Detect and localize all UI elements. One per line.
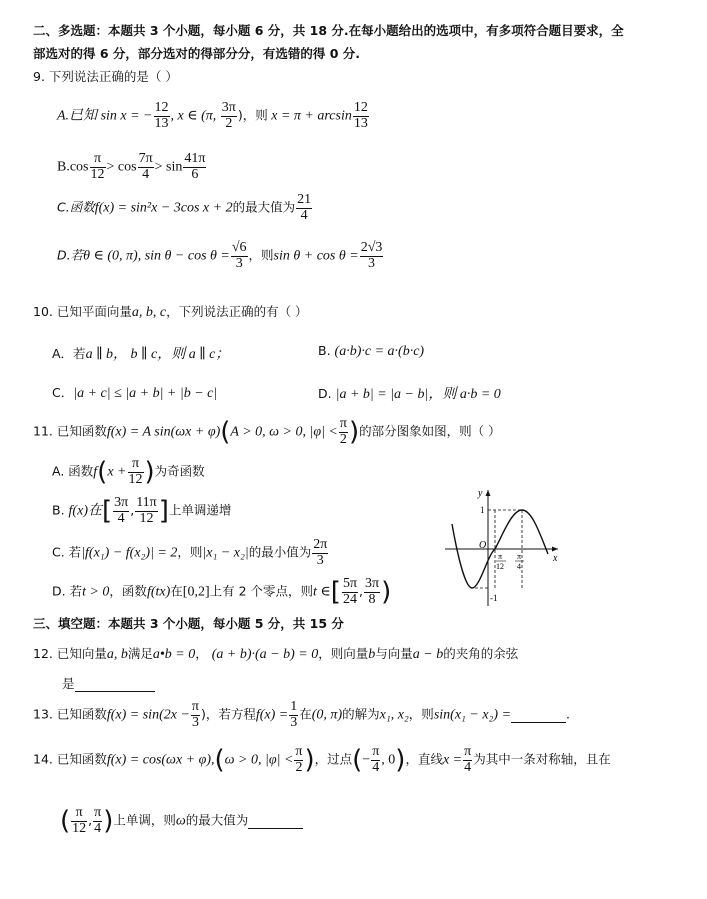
fraction: [71, 806, 87, 836]
denominator: 12: [139, 510, 154, 526]
math-text: x₁, x₂: [379, 707, 409, 723]
fraction: [360, 241, 384, 271]
fraction: [342, 577, 358, 607]
math-text: f(x) = sin(2x −: [106, 707, 190, 723]
q9-option-a: [57, 101, 370, 131]
q11-option-a: [52, 457, 205, 487]
text: )，则: [237, 107, 268, 123]
q13-stem: [33, 700, 570, 730]
numerator: 3π: [365, 576, 380, 591]
text: ，则: [177, 544, 203, 560]
text: ，过点: [314, 751, 353, 767]
x-axis-label: x: [553, 553, 558, 564]
fraction: [294, 745, 303, 775]
text: 上单调，则: [113, 812, 176, 828]
denominator: 3: [290, 714, 298, 730]
text: ，则: [248, 247, 274, 263]
option-label: B.: [318, 343, 331, 358]
fraction: [128, 457, 144, 487]
math-text: A > 0, ω > 0, |φ| <: [230, 424, 338, 440]
math-text: x = π + arcsin: [271, 108, 352, 124]
option-label: A．若: [52, 346, 86, 361]
q9-stem: 9. 下列说法正确的是（ ）: [33, 69, 178, 84]
paren: (: [220, 417, 231, 448]
fraction: [90, 152, 106, 182]
math-text: t ∈: [313, 584, 331, 600]
denominator: 6: [191, 166, 199, 182]
math-text: f(x) = A sin(ωx + φ): [106, 424, 221, 440]
fraction: [296, 193, 312, 223]
denominator: 8: [368, 591, 376, 607]
text: 的最小值为: [248, 544, 312, 560]
denominator: 2: [339, 431, 347, 447]
origin-label: O: [479, 540, 487, 551]
text: 的夹角的余弦: [443, 646, 519, 661]
math-text: sin x = −: [100, 108, 153, 124]
numerator: 2√3: [360, 240, 383, 255]
math-text: > sin: [154, 159, 183, 175]
q11-stem: [33, 417, 501, 447]
fraction: [138, 152, 154, 182]
text: ，则: [408, 706, 434, 722]
text: ，函数: [109, 583, 147, 599]
fraction: [371, 745, 380, 775]
text: 的解为: [342, 706, 380, 722]
math-text: , 0: [381, 752, 396, 768]
q9-option-d: [57, 241, 384, 271]
numerator: 21: [297, 192, 312, 207]
bracket: ]: [158, 496, 169, 527]
text: ，则向量: [318, 646, 369, 661]
option-label: C.函数: [57, 199, 95, 215]
math-text: |a + c| ≤ |a + b| + |b − c|: [73, 386, 218, 401]
denominator: 3: [316, 552, 324, 568]
text: )，若方程: [200, 706, 256, 722]
numerator: 41π: [184, 151, 206, 166]
q14-stem: 14. 已知函数f(x) = cos(ωx + φ),(ω > 0, |φ| < $\frac{\pi}{2}$ )，过点(− $\frac{\pi}{4}$ , 0)，直线x = $\frac{\pi}{4}$ 为其中一条对称轴，且在: [33, 744, 611, 776]
q9-option-c: [57, 193, 313, 223]
text: 11. 已知函数: [33, 423, 107, 439]
numerator: π: [71, 806, 87, 822]
answer-blank[interactable]: [511, 707, 566, 723]
math-text: |x₁ − x₂|: [202, 545, 249, 561]
numerator: 2π: [313, 537, 328, 552]
text: 的部分图象如图，则（ ）: [359, 423, 501, 439]
option-label: C. 若: [52, 544, 82, 560]
fraction: [183, 152, 206, 182]
option-label: B.: [57, 159, 70, 175]
text: 的最大值为: [232, 199, 296, 215]
q11-function-graph: [440, 484, 565, 609]
denominator: 12: [128, 471, 143, 487]
text: 10. 已知平面向量: [33, 304, 132, 319]
numerator: π: [90, 152, 106, 168]
denominator: 4: [464, 759, 472, 775]
numerator: 7π: [138, 151, 153, 166]
paren: ): [348, 417, 360, 448]
math-text: > cos: [106, 159, 137, 175]
denominator: 4: [300, 207, 308, 223]
denominator: 12: [72, 820, 87, 836]
text: 为奇函数: [154, 463, 205, 479]
fraction: [339, 417, 348, 447]
numerator: 12: [353, 100, 368, 115]
option-label: C．: [52, 385, 74, 400]
numerator: π: [464, 744, 472, 759]
fraction: [463, 745, 472, 775]
paren: ): [144, 457, 155, 488]
math-text: [0,2]: [182, 584, 210, 600]
numerator: 12: [154, 100, 169, 115]
q11-option-c: [52, 538, 329, 568]
q12-answer-line: [62, 674, 155, 692]
option-label: B.: [52, 502, 65, 518]
tick-pi-numerator: π: [498, 552, 503, 561]
answer-blank[interactable]: [75, 676, 155, 692]
fraction: [93, 806, 102, 836]
math-text: a ∥ b， b ∥ c，则 a ∥ c；: [85, 347, 230, 362]
numerator: π: [295, 744, 303, 759]
q10-option-b: [318, 343, 424, 360]
math-text: sin(x₁ − x₂) =: [433, 707, 512, 723]
math-text: |a + b| = |a − b|，则 a·b = 0: [335, 387, 501, 402]
tick-pi-numerator: π: [517, 552, 522, 561]
paren: (: [97, 457, 108, 488]
paren: (: [214, 745, 225, 776]
denominator: 3: [235, 255, 243, 271]
denominator: 4: [142, 166, 150, 182]
numerator: 3π: [221, 100, 236, 115]
denominator: 2: [225, 115, 233, 131]
bracket: ): [381, 577, 392, 608]
math-text: b: [368, 647, 376, 662]
text: ，下列说法正确的有（ ）: [166, 304, 308, 319]
math-text: f(x)在: [68, 503, 102, 519]
fraction: [289, 700, 298, 730]
math-text: |f(x₁) − f(x₂)| = 2: [81, 545, 178, 561]
math-text: ω > 0, |φ| <: [224, 752, 294, 768]
text: 上有 2 个零点，则: [209, 583, 314, 599]
math-text: (a + b)·(a − b) = 0: [211, 647, 319, 662]
denominator: 24: [342, 591, 357, 607]
q14-line2: ( $\frac{\pi}{12}$ , $\frac{\pi}{4}$ )上单调，则ω的最大值为: [60, 806, 303, 836]
fraction: [221, 101, 237, 131]
numerator: √6: [231, 240, 247, 255]
paren: ): [304, 745, 315, 776]
math-text: x =: [442, 752, 463, 768]
math-text: a, b: [106, 647, 128, 662]
math-text: f(x) =: [255, 707, 289, 723]
q12-stem: 12. 已知向量a, b满足a•b = 0， (a + b)·(a − b) = 0，则向量b与向量a − b的夹角的余弦: [33, 646, 519, 662]
tick-label-neg-one: -1: [490, 593, 498, 603]
q10-option-c: [52, 383, 217, 402]
option-label: D.: [318, 386, 332, 401]
numerator: π: [339, 416, 347, 431]
math-text: , x ∈ (π,: [170, 108, 220, 124]
text: .: [566, 706, 571, 722]
text: 满足: [127, 646, 153, 661]
tick-pi-4-denominator: 4: [517, 562, 521, 571]
y-axis-label: y: [478, 488, 483, 499]
numerator: 11π: [136, 495, 157, 510]
q9-option-b: [57, 152, 207, 182]
math-text: f(x) = sin²x − 3cos x + 2: [94, 200, 233, 216]
fraction: [312, 538, 328, 568]
math-text: a•b = 0: [152, 647, 196, 662]
text: 12. 已知向量: [33, 646, 107, 661]
denominator: 3: [191, 714, 199, 730]
section-three-title: 三、填空题：本题共 3 个小题，每小题 5 分，共 15 分: [33, 616, 344, 631]
fraction: [191, 700, 200, 730]
section-two-line2: 部选对的得 6 分，部分选对的得部分分，有选错的得 0 分.: [33, 46, 361, 61]
math-text: cos: [69, 159, 89, 175]
numerator: 1: [290, 699, 298, 714]
math-text: a − b: [412, 647, 444, 662]
math-text: a, b, c: [131, 305, 167, 320]
q11-option-d: D. 若t > 0，函数f(tx)在[0,2]上有 2 个零点，则t ∈[ $\frac{5\pi}{24}$ , $\frac{3\pi}{8}$ ): [52, 576, 392, 608]
text: 上单调递增: [168, 502, 232, 518]
tick-label-one: 1: [480, 505, 485, 515]
math-text: sin θ + cos θ =: [273, 248, 359, 264]
numerator: π: [372, 744, 380, 759]
option-label: A. 函数: [52, 463, 94, 479]
numerator: 3π: [114, 495, 129, 510]
text: 的最大值为: [185, 812, 249, 828]
math-text: f(x) = cos(ωx + φ),: [106, 752, 215, 768]
fraction: [364, 577, 380, 607]
text: 与向量: [375, 646, 413, 661]
y-axis-arrow: [486, 490, 491, 496]
denominator: 4: [117, 510, 125, 526]
math-text: f: [93, 464, 98, 480]
fraction: [113, 496, 129, 526]
numerator: 5π: [342, 576, 358, 591]
fraction: [154, 101, 170, 131]
tick-pi-12-denominator: 12: [496, 562, 504, 571]
numerator: π: [94, 805, 102, 820]
x-axis-arrow: [552, 547, 558, 552]
paren: (: [352, 745, 363, 776]
math-text: f(tx): [146, 584, 171, 600]
denominator: 4: [94, 820, 102, 836]
bracket: [: [101, 496, 113, 527]
q11-option-b: B. f(x)在[ $\frac{3\pi}{4}$ , $\frac{11\pi}{12}$ ]上单调递增: [52, 495, 232, 527]
numerator: π: [128, 457, 144, 473]
fraction: [135, 496, 158, 526]
math-text: (a·b)·c = a·(b·c): [334, 344, 425, 359]
math-text: x +: [107, 464, 127, 480]
text: 在: [299, 706, 312, 722]
q10-option-a: [52, 343, 229, 363]
text: 在: [170, 583, 183, 599]
section-two-line1: 二、多选题：本题共 3 个小题，每小题 6 分，共 18 分.在每小题给出的选项中，有多项符合题目要求，全: [33, 23, 624, 38]
paren: ): [395, 745, 406, 776]
denominator: 4: [372, 759, 380, 775]
paren: (: [60, 806, 71, 837]
option-label: D. 若: [52, 583, 83, 599]
denominator: 12: [90, 166, 105, 182]
math-text: (0, π): [311, 707, 343, 723]
denominator: 3: [368, 255, 376, 271]
answer-blank[interactable]: [248, 813, 303, 829]
option-label: D.若: [57, 247, 84, 263]
math-text: t > 0: [82, 584, 110, 600]
numerator: π: [191, 699, 199, 714]
text: 14. 已知函数: [33, 751, 107, 767]
denominator: 13: [353, 115, 368, 131]
math-text: θ ∈ (0, π), sin θ − cos θ =: [83, 248, 230, 264]
paren: ): [103, 806, 114, 837]
denominator: 13: [154, 115, 169, 131]
fraction: [353, 101, 369, 131]
denominator: 2: [295, 759, 303, 775]
text: ，直线: [405, 751, 443, 767]
text: 13. 已知函数: [33, 706, 107, 722]
q10-stem: [33, 302, 308, 321]
text: 为其中一条对称轴，且在: [473, 751, 611, 767]
math-text: ω: [175, 813, 186, 829]
option-label: A.已知: [57, 108, 98, 124]
fraction: [231, 241, 248, 271]
text: 是: [62, 676, 75, 691]
q10-option-d: [318, 383, 501, 403]
bracket: [: [330, 577, 341, 608]
